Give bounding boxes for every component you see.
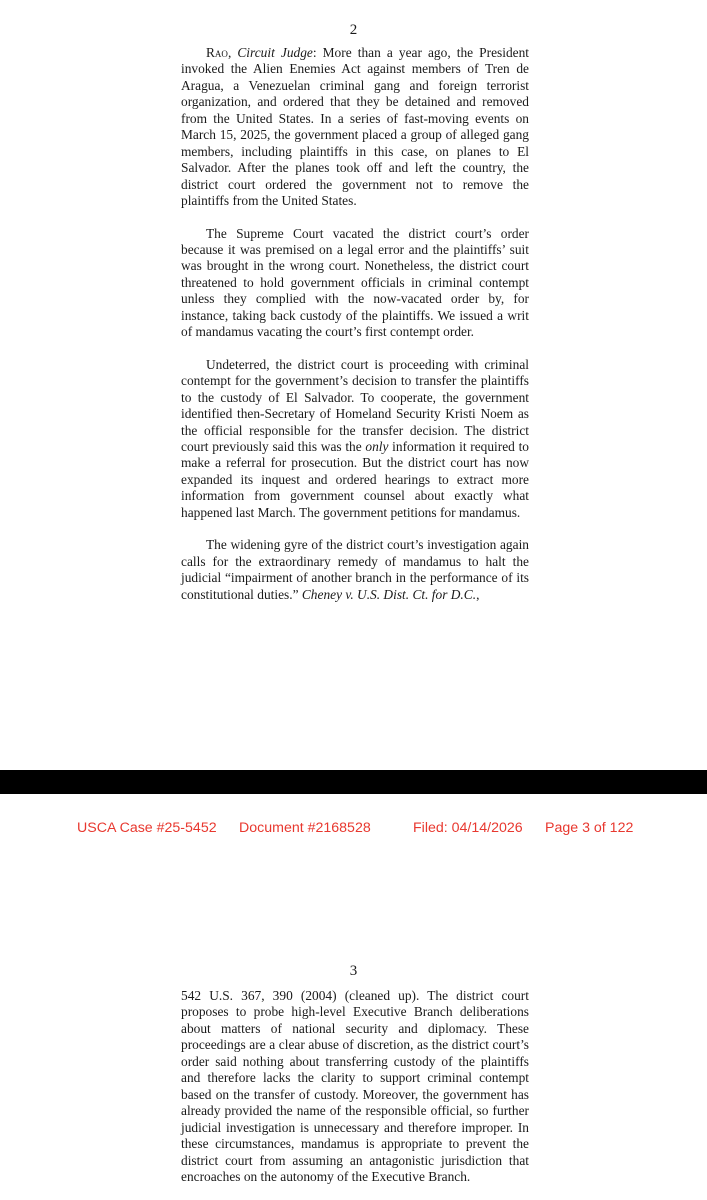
paragraph-1: Rao, Circuit Judge: More than a year ago, the President invoked the Alien Enemies Act against members of Tren de Aragua, a Venezuelan criminal gang and foreign terrorist organization, and ordered that they be detained and removed from the United States. In a series of fast-moving events on March 15, 2025, the government placed a group of alleged gang members, including plaintiffs in this case, on planes to El Salvador. After the planes took off and left the country, the district court ordered the government not to remove the plaintiffs from the United States.	[181, 45, 530, 209]
filed-date: Filed: 04/14/2026	[413, 820, 523, 836]
document-number: Document #2168528	[239, 820, 371, 836]
paragraph-4: The widening gyre of the district court’s investigation again calls for the extraordinary remedy of mandamus to halt the judicial “impairment of another branch in the performance of its constitutional duties.” Cheney v. U.S. Dist. Ct. for D.C.,	[181, 537, 529, 602]
opinion-text-page-2	[181, 45, 529, 619]
paragraph-continued: 542 U.S. 367, 390 (2004) (cleaned up). The district court proposes to probe high-level Executive Branch deliberations about matters of national security and diplomacy. These proceedings are a clear abuse of discretion, as the district court’s order said nothing about transferring custody of the plaintiffs and therefore lacks the clarity to support criminal contempt based on the transfer of custody. Moreover, the government has already provided the name of the responsible official, so further judicial investigation is unnecessary and therefore improper. In these circumstances, mandamus is appropriate to prevent the district court from assuming an antagonistic jurisdiction that encroaches on the autonomy of the Executive Branch.	[181, 988, 529, 1184]
page-count: Page 3 of 122	[545, 820, 634, 836]
page-number: 2	[349, 22, 358, 38]
case-citation: Cheney v. U.S. Dist. Ct. for D.C.	[301, 586, 477, 602]
paragraph-1-text: : More than a year ago, the President invoked the Alien Enemies Act against members of Tren de Aragua, a Venezuelan criminal gang and foreign terrorist organization, and ordered that they be detained and removed from the United States. In a series of fast-moving events on March 15, 2025, the government placed a group of alleged gang members, including plaintiffs in this case, on planes to El Salvador. After the planes took off and left the country, the district court ordered the government not to remove the plaintiffs from the United States.	[181, 45, 530, 209]
opinion-text-page-3	[181, 988, 529, 1185]
judge-title: Circuit Judge	[237, 45, 313, 60]
case-number: USCA Case #25-5452	[77, 820, 217, 836]
page-number: 3	[349, 963, 358, 979]
emphasis-only: only	[365, 438, 389, 454]
filing-header	[0, 820, 707, 840]
judge-name: Rao	[206, 45, 228, 60]
paragraph-2: The Supreme Court vacated the district court’s order because it was premised on a legal error and the plaintiffs’ suit was brought in the wrong court. Nonetheless, the district court threatened to hold government officials in criminal contempt unless they complied with the now-vacated order by, for instance, taking back custody of the plaintiffs. We issued a writ of mandamus vacating the court’s first contempt order.	[181, 225, 529, 340]
paragraph-3: Undeterred, the district court is proceeding with criminal contempt for the government’s decision to transfer the plaintiffs to the custody of El Salvador. To cooperate, the government identified then-Secretary of Homeland Security Kristi Noem as the official responsible for the transfer decision. The district court previously said this was the only information it required to make a referral for prosecution. But the district court has now expanded its inquest and ordered hearings to extract more information from government counsel about exactly what happened last March. The government petitions for mandamus.	[181, 356, 529, 520]
page-separator-bar	[0, 770, 707, 794]
